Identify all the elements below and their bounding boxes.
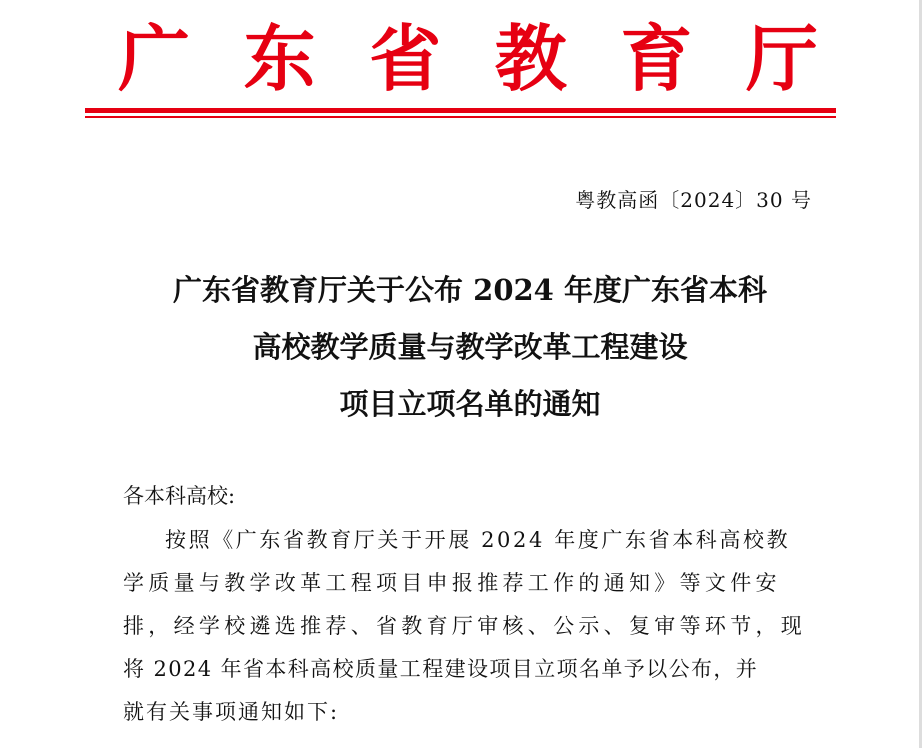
document-title — [0, 262, 922, 433]
body-line — [123, 562, 813, 605]
title-line: 项目立项名单的通知 — [339, 387, 601, 421]
masthead-char: 育 — [620, 16, 693, 101]
addressee: 各本科高校: — [123, 484, 236, 508]
title-line: 广东省教育厅关于公布 2024 年度广东省本科 — [173, 273, 767, 307]
body-paragraph — [123, 519, 813, 734]
body-line — [123, 519, 813, 562]
masthead-char: 厅 — [745, 16, 818, 101]
body-line-text: 将 2024 年省本科高校质量工程建设项目立项名单予以公布，并 — [123, 657, 759, 681]
masthead-char: 广 — [118, 16, 191, 101]
body-line — [123, 605, 813, 648]
body-line-text: 按照《广东省教育厅关于开展 2024 年度广东省本科高校教 — [165, 528, 791, 552]
body-line-text: 学质量与教学改革工程项目申报推荐工作的通知》等文件安 — [123, 571, 781, 595]
red-rule-thin — [85, 116, 836, 118]
body-line — [123, 648, 813, 691]
masthead-char: 教 — [494, 16, 567, 101]
document-number: 粤教高函〔2024〕30 号 — [575, 188, 812, 212]
body-line-text: 就有关事项通知如下: — [123, 700, 340, 724]
masthead-char: 东 — [243, 16, 316, 101]
body-line — [123, 691, 813, 734]
body-line-text: 排，经学校遴选推荐、省教育厅审核、公示、复审等环节，现 — [123, 614, 807, 638]
red-rule-thick — [85, 108, 836, 113]
masthead-char: 省 — [369, 16, 442, 101]
masthead — [118, 14, 818, 104]
title-line: 高校教学质量与教学改革工程建设 — [252, 330, 688, 364]
